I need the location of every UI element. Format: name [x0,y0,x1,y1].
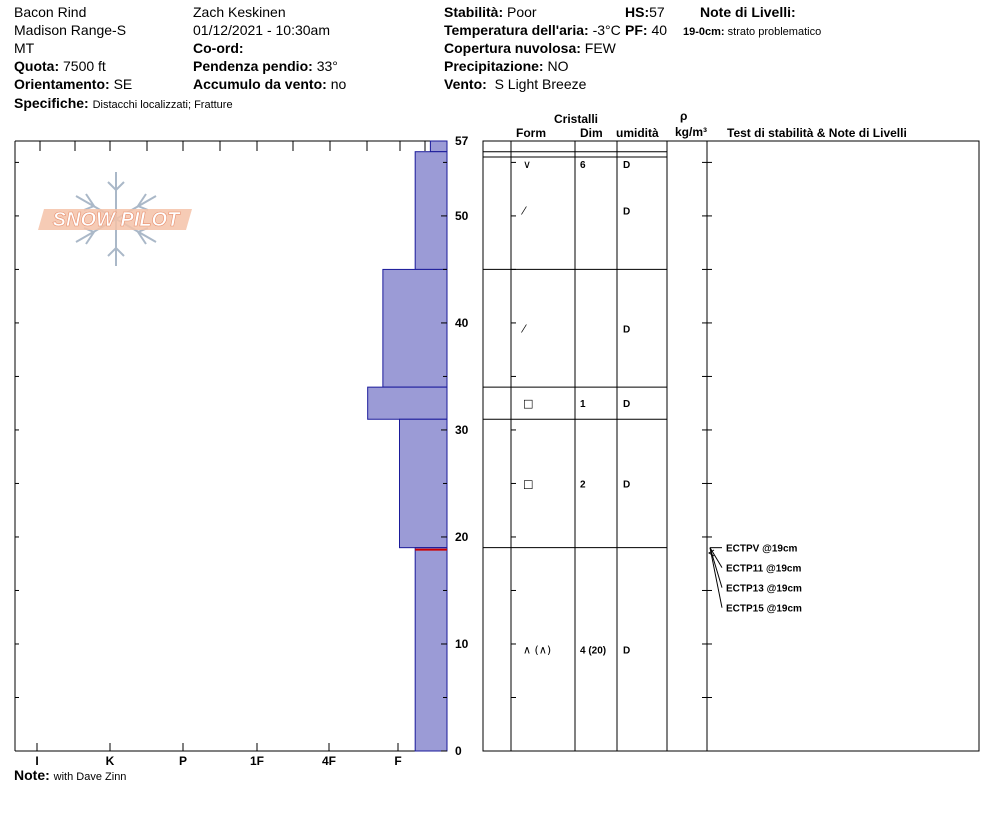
crystal-table [483,141,979,751]
size-heading: Dim [580,126,603,140]
stability-test-label: ECTP15 @19cm [726,603,802,615]
crystal-form: □ [523,397,534,411]
pf-label: PF: [625,22,648,38]
logo-text: SNOW PILOT [52,209,180,231]
note [14,767,126,785]
stability-value: Poor [507,4,537,20]
layer-note-depth: 19-0cm: [683,26,725,38]
elevation-value: 7500 ft [63,58,106,74]
coord-label: Co-ord: [193,40,244,56]
moisture: D [623,645,631,657]
hardness-bar [383,269,447,387]
stability-tests [709,544,802,615]
moisture: D [623,160,631,171]
moisture: D [623,399,631,411]
stability-test-label: ECTP13 @19cm [726,583,802,595]
wind-value: S Light Breeze [494,76,587,92]
hardness-label: F [394,754,402,768]
note-value: with Dave Zinn [53,771,127,783]
stability-label: Stabilità: [444,4,504,20]
precip-value: NO [547,58,569,74]
specifics-label: Specifiche: [14,95,89,111]
crystal-form: □ [523,477,534,491]
table-frame [483,141,979,751]
rho-heading: ρ [680,109,688,123]
crystals-heading: Cristalli [554,112,599,126]
crystal-form: ⁄ [523,204,525,218]
state: MT [14,40,35,56]
aspect-value: SE [113,76,133,92]
test-leader-line [710,548,722,588]
observation-datetime: 01/12/2021 - 10:30am [193,22,330,38]
moisture: D [623,479,631,491]
crystal-size: 1 [580,399,586,411]
stability-test-label: ECTPV @19cm [726,543,798,555]
hardness-bar [430,141,447,152]
crystal-size: 2 [580,479,586,491]
tests-heading: Test di stabilità & Note di Livelli [727,126,907,140]
moisture: D [623,206,631,218]
pf-value: 40 [651,22,668,38]
y-tick-label: 0 [455,744,462,758]
test-leader-line [710,548,722,608]
precip-label: Precipitazione: [444,58,544,74]
observer-name: Zach Keskinen [193,4,286,20]
elevation-label: Quota: [14,58,60,74]
cloud-value: FEW [584,40,616,56]
slope-label: Pendenza pendio: [193,58,313,74]
note-label: Note: [14,767,50,783]
y-tick-label: 40 [455,315,469,330]
slope-value: 33° [316,58,338,74]
air-temp-label: Temperatura dell'aria: [444,22,589,38]
hs-label: HS: [625,4,650,20]
specifics-value: Distacchi localizzati; Fratture [92,99,233,111]
wind-label: Vento: [444,76,487,92]
cloud-label: Copertura nuvolosa: [444,40,581,56]
crystal-form: ∨ [523,158,532,171]
hardness-label: I [35,754,39,768]
hardness-bar [368,387,447,419]
snowpilot-logo [38,172,192,266]
hardness-label: 1F [249,754,265,768]
y-tick-label: 50 [455,208,469,223]
y-tick-label: 30 [455,422,469,437]
hardness-bar [415,548,447,751]
crystal-size: 6 [580,160,586,171]
moisture-heading: umidità [616,126,659,140]
layer-notes-label: Note di Livelli: [700,4,796,20]
crystal-form: ∧ (∧) [523,643,552,657]
hardness-label: 4F [321,754,337,768]
location-name: Bacon Rind [14,4,87,20]
form-heading: Form [516,126,546,140]
wind-loading-label: Accumulo da vento: [193,76,327,92]
air-temp-value: -3°C [592,22,621,38]
hardness-bar [415,152,447,270]
mountain-range: Madison Range-S [14,22,127,38]
stability-test-label: ECTP11 @19cm [726,563,802,575]
y-tick-label: 10 [455,636,469,651]
hardness-bar [400,419,448,547]
hardness-label: P [178,754,188,768]
layer-note-text: strato problematico [727,26,822,38]
y-tick-label: 57 [455,134,469,148]
hardness-label: K [105,754,115,768]
crystal-form: ⁄ [523,322,525,336]
moisture: D [623,324,631,336]
wind-loading-value: no [330,76,347,92]
hs-value: 57 [649,4,665,20]
aspect-label: Orientamento: [14,76,110,92]
crystal-size: 4 (20) [580,645,607,657]
density-unit-heading: kg/m³ [675,125,708,139]
y-tick-label: 20 [455,529,469,544]
